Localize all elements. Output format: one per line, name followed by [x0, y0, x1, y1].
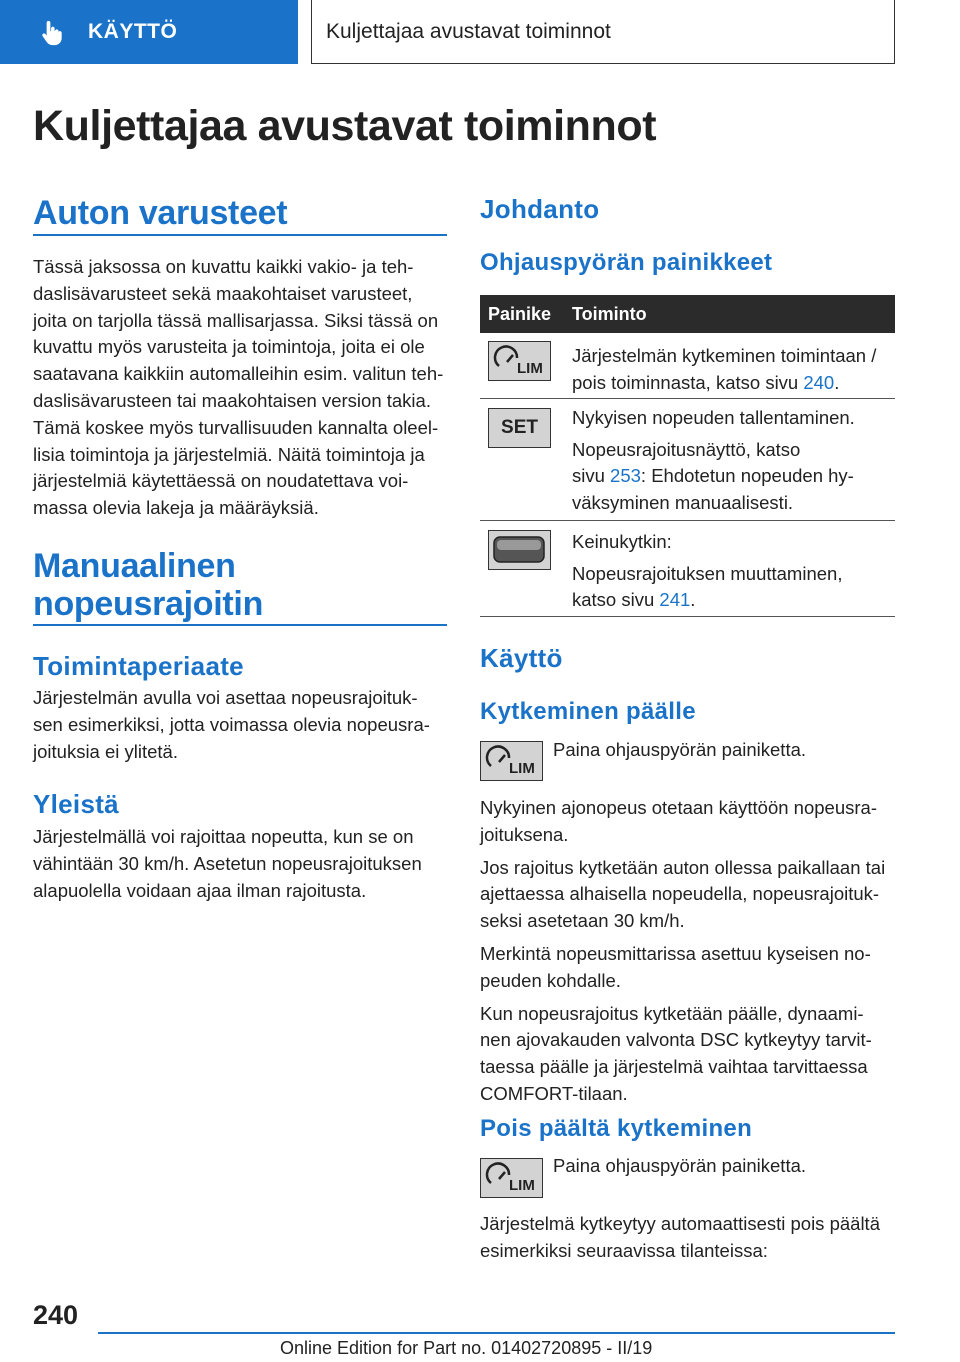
- text-line: Jos rajoitus kytketään auton ollessa paikallaan tai: [480, 856, 886, 878]
- row-function-text: [572, 529, 842, 614]
- text-line: kuvattu myös varusteita ja toimintoja, joita ei ole: [33, 336, 425, 358]
- text-fragment: .: [834, 371, 840, 393]
- text-line: Keinukytkin:: [572, 531, 672, 552]
- text-line: Nykyinen ajonopeus otetaan käyttöön nopeusra-: [480, 797, 877, 818]
- text-line: esimerkiksi seuraavissa tilanteissa:: [480, 1239, 768, 1261]
- equipment-paragraph: [33, 254, 443, 522]
- heading-rule: [33, 234, 447, 236]
- text-line: Kun nopeusrajoitus kytketään päälle, dynaami-: [480, 1002, 864, 1024]
- footer-rule: [98, 1332, 895, 1334]
- heading-ohjauspyoran-painikkeet: Ohjauspyörän painikkeet: [480, 249, 773, 276]
- text-line: joituksena.: [480, 823, 569, 845]
- text-line: taessa päälle ja järjestelmä vaihtaa tarvittaessa: [480, 1056, 868, 1078]
- footer-edition: Online Edition for Part no. 01402720895 - II/19: [280, 1338, 653, 1358]
- text-line: saatavana kaikkiin automalleihin esim. valitun teh-: [33, 363, 444, 385]
- page-link-240[interactable]: 240: [803, 371, 835, 393]
- text-line: Järjestelmä kytkeytyy automaattisesti pois päältä: [480, 1213, 880, 1234]
- lim-icon-graphic: [481, 1159, 541, 1196]
- text-line: joita on tarjolla tässä mallisarjassa. Siksi tässä on: [33, 309, 439, 331]
- text-line: Nopeusrajoituksen muuttaminen,: [572, 562, 843, 584]
- text-line: peuden kohdalle.: [480, 969, 621, 991]
- heading-toimintaperiaate: Toimintaperiaate: [33, 651, 244, 681]
- section-header: [311, 0, 895, 64]
- text-fragment: .: [690, 589, 696, 610]
- lim-icon: [488, 341, 551, 381]
- page-link-241[interactable]: 241: [659, 589, 691, 610]
- page-title: Kuljettajaa avustavat toiminnot: [33, 102, 657, 150]
- heading-line: Manuaalinen: [33, 547, 236, 585]
- rocker-switch-graphic: [489, 531, 549, 568]
- switch-on-paragraphs: [480, 795, 885, 1108]
- lim-icon-graphic: [481, 742, 541, 779]
- table-header: [480, 295, 895, 333]
- icon-caption: Paina ohjauspyörän painiketta.: [553, 739, 807, 760]
- text-line: Järjestelmän kytkeminen toimintaan /: [572, 345, 877, 366]
- text-fragment: sivu: [572, 465, 611, 486]
- heading-yleista: Yleistä: [33, 789, 119, 819]
- chapter-tab-label: KÄYTTÖ: [88, 20, 178, 43]
- principle-paragraph: [33, 685, 430, 765]
- lim-icon-graphic: [489, 342, 549, 379]
- icon-caption: Paina ohjauspyörän painiketta.: [553, 1155, 807, 1176]
- text-line: ajettaessa alhaisella nopeudella, nopeusrajoituk-: [480, 883, 880, 905]
- text-line: lisia toimintoja ja järjestelmiä. Näitä toimintoja ja: [33, 443, 425, 465]
- row-function-text: [572, 405, 855, 516]
- text-fragment: : Ehdotetun nopeuden hy-: [640, 465, 854, 486]
- switch-off-paragraph: [480, 1211, 880, 1265]
- heading-kytkeminen-paalle: Kytkeminen päälle: [480, 698, 696, 725]
- text-line: daslisävarusteet sekä maakohtaiset varusteet,: [33, 282, 413, 304]
- text-line: Tässä jaksossa on kuvattu kaikki vakio- ja teh-: [33, 256, 414, 277]
- text-line: [572, 587, 842, 614]
- heading-johdanto: Johdanto: [480, 194, 600, 224]
- text-line: [572, 370, 876, 397]
- text-line: daslisävarusteen tai maakohtaisen version takia.: [33, 389, 431, 411]
- svg-text:LIM: LIM: [517, 360, 543, 377]
- text-line: alapuolella voidaan ajaa ilman rajoitusta.: [33, 879, 367, 901]
- heading-line: nopeusrajoitin: [33, 585, 264, 623]
- lim-icon: [480, 741, 543, 781]
- section-header-title: Kuljettajaa avustavat toiminnot: [326, 19, 611, 43]
- lim-icon: [480, 1158, 543, 1198]
- hand-pointer-icon: [38, 18, 66, 46]
- rocker-switch-icon: [488, 530, 551, 570]
- text-line: järjestelmiä käytettäessä on noudatettava voi-: [33, 470, 409, 492]
- general-paragraph: [33, 824, 422, 904]
- column-header-button: Painike: [488, 304, 552, 324]
- row-function-text: [572, 343, 876, 396]
- text-line: Merkintä nopeusmittarissa asettuu kyseisen no-: [480, 942, 871, 964]
- text-line: COMFORT-tilaan.: [480, 1082, 628, 1104]
- text-line: sen esimerkiksi, jotta voimassa olevia nopeusra-: [33, 713, 430, 735]
- text-line: nen ajovakauden valvonta DSC kytkeytyy tarvit-: [480, 1029, 872, 1051]
- table-row: [480, 521, 895, 617]
- text-fragment: pois toiminnasta, katso sivu: [572, 371, 804, 393]
- text-line: väksyminen manuaalisesti.: [572, 491, 794, 513]
- text-line: Tämä koskee myös turvallisuuden kannalta oleel-: [33, 416, 439, 438]
- text-line: Järjestelmän avulla voi asettaa nopeusrajoituk-: [33, 687, 418, 708]
- text-line: Nykyisen nopeuden tallentaminen.: [572, 407, 855, 428]
- heading-rule: [33, 624, 447, 626]
- set-icon: [488, 408, 551, 448]
- page-number: 240: [33, 1300, 79, 1330]
- svg-text:LIM: LIM: [509, 760, 535, 777]
- heading-kaytto: Käyttö: [480, 643, 563, 673]
- text-line: joituksia ei ylitetä.: [33, 740, 178, 762]
- text-line: [572, 463, 855, 490]
- set-icon-label: SET: [501, 417, 538, 438]
- text-line: massa olevia lakeja ja määräyksiä.: [33, 497, 319, 519]
- page-link-253[interactable]: 253: [610, 465, 641, 486]
- text-line: Nopeusrajoitusnäyttö, katso: [572, 438, 801, 460]
- table-row: [480, 333, 895, 399]
- text-line: vähintään 30 km/h. Asetetun nopeusrajoituksen: [33, 852, 422, 874]
- heading-auton-varusteet: Auton varusteet: [33, 194, 288, 232]
- text-fragment: katso sivu: [572, 589, 660, 610]
- text-line: seksi asetetaan 30 km/h.: [480, 910, 685, 932]
- chapter-tab[interactable]: [0, 0, 298, 64]
- svg-text:LIM: LIM: [509, 1177, 535, 1194]
- text-line: Järjestelmällä voi rajoittaa nopeutta, kun se on: [33, 826, 414, 847]
- heading-manuaalinen-nopeusrajoitin: [33, 547, 263, 623]
- heading-pois-paalta-kytkeminen: Pois päältä kytkeminen: [480, 1115, 753, 1142]
- table-row: [480, 399, 895, 521]
- column-header-function: Toiminto: [572, 304, 647, 324]
